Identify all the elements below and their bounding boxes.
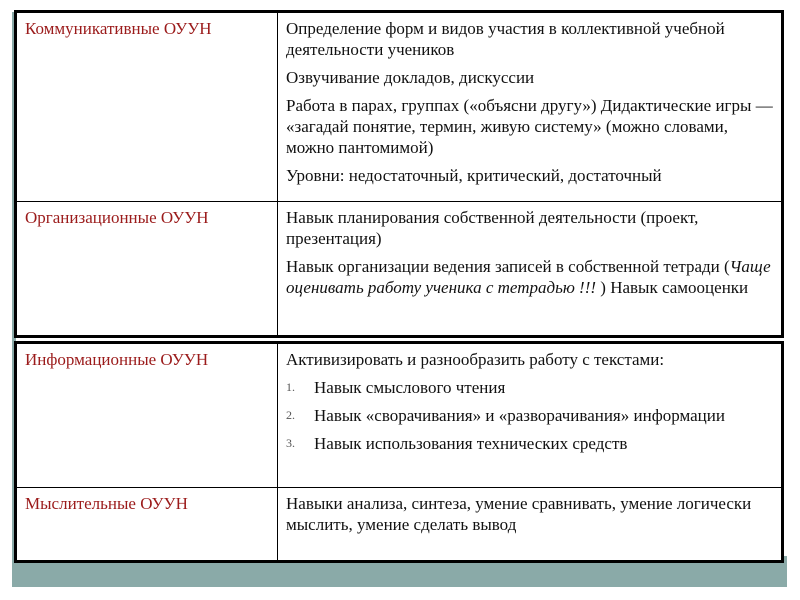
row-content [278, 12, 783, 202]
paragraph: Активизировать и разнообразить работу с текстами: [286, 350, 665, 369]
table-row [16, 343, 783, 488]
list-number: 3. [286, 436, 295, 450]
text: ) Навык самооценки [596, 278, 749, 297]
list-item [286, 405, 773, 426]
table-row [16, 202, 783, 337]
paragraph: Навык планирования собственной деятельности (проект, презентация) [286, 208, 699, 248]
list-text: Навык «сворачивания» и «разворачивания» информации [314, 406, 725, 425]
row-content [278, 343, 783, 488]
row-content [278, 488, 783, 562]
skills-table-2 [14, 341, 784, 563]
list-text: Навык смыслового чтения [314, 378, 506, 397]
paragraph: Навыки анализа, синтеза, умение сравнивать, умение логически мыслить, умение сделать вывод [286, 494, 752, 534]
paragraph: Уровни: недостаточный, критический, достаточный [286, 166, 662, 185]
list-number: 1. [286, 380, 295, 394]
paragraph: Озвучивание докладов, дискуссии [286, 68, 535, 87]
paragraph [286, 256, 773, 298]
row-label: Коммуникативные ОУУН [16, 12, 278, 202]
list-text: Навык использования технических средств [314, 434, 628, 453]
list-item [286, 377, 773, 398]
italic-note: Чаще оценивать работу ученика с тетрадью !!! [286, 257, 771, 297]
table-row [16, 488, 783, 562]
table-row [16, 12, 783, 202]
skills-table-1 [14, 10, 784, 338]
row-label: Организационные ОУУН [16, 202, 278, 337]
numbered-list [286, 377, 773, 454]
paragraph: Определение форм и видов участия в коллективной учебной деятельности учеников [286, 19, 725, 59]
list-item [286, 433, 773, 454]
paragraph: Работа в парах, группах («объясни другу») Дидактические игры — «загадай понятие, термин, живую систему» (можно словами, можно пантомимой) [286, 96, 773, 157]
row-label: Информационные ОУУН [16, 343, 278, 488]
row-content [278, 202, 783, 337]
row-label: Мыслительные ОУУН [16, 488, 278, 562]
text: Навык организации ведения записей в собственной тетради ( [286, 257, 730, 276]
list-number: 2. [286, 408, 295, 422]
